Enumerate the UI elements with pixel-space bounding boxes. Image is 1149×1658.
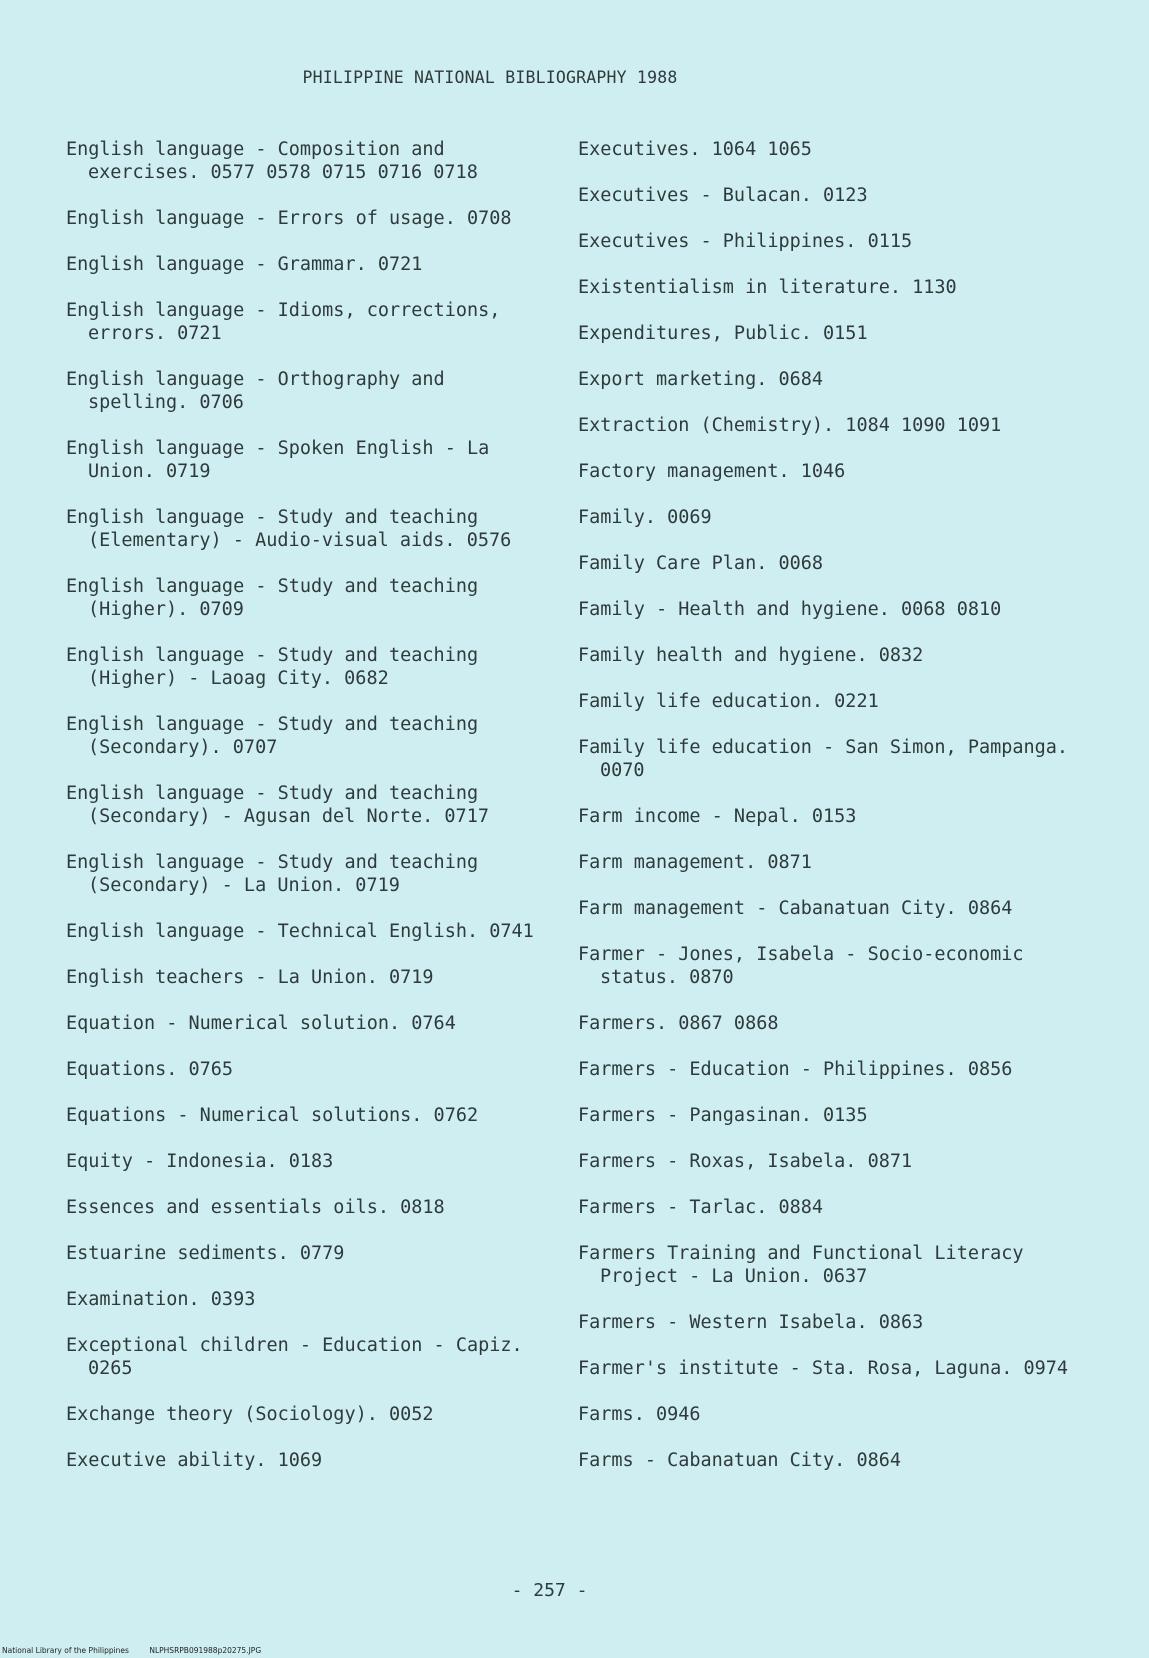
index-entry: Executive ability. 1069 bbox=[66, 1450, 323, 1471]
index-entry: Equations. 0765 bbox=[66, 1059, 234, 1080]
index-entry: English language - Composition and exercises. 0577 0578 0715 0716 0718 bbox=[66, 139, 478, 183]
index-entry: Equity - Indonesia. 0183 bbox=[66, 1151, 334, 1172]
index-entry: Family health and hygiene. 0832 bbox=[578, 645, 924, 666]
index-entry: Family. 0069 bbox=[578, 507, 712, 528]
index-entry: English language - Study and teaching (Secondary) - La Union. 0719 bbox=[66, 852, 479, 896]
page-number: - 257 - bbox=[511, 1580, 588, 1601]
index-entry: English language - Errors of usage. 0708 bbox=[66, 208, 512, 229]
index-entry: Farmer's institute - Sta. Rosa, Laguna. 0974 bbox=[578, 1358, 1069, 1379]
index-entry: Farmers - Roxas, Isabela. 0871 bbox=[578, 1151, 913, 1172]
index-entry: English language - Study and teaching (Secondary) - Agusan del Norte. 0717 bbox=[66, 783, 489, 827]
index-entry: Farm income - Nepal. 0153 bbox=[578, 806, 857, 827]
index-entry: Estuarine sediments. 0779 bbox=[66, 1243, 345, 1264]
index-entry: Farms - Cabanatuan City. 0864 bbox=[578, 1450, 902, 1471]
footer-file: NLPHSRPB091988p20275.JPG bbox=[149, 1646, 262, 1655]
footer-library: National Library of the Philippines bbox=[2, 1646, 129, 1655]
index-entry: Extraction (Chemistry). 1084 1090 1091 bbox=[578, 415, 1002, 436]
index-entry: English language - Study and teaching (Secondary). 0707 bbox=[66, 714, 479, 758]
index-entry: English language - Study and teaching (Higher). 0709 bbox=[66, 576, 479, 620]
index-entry: English teachers - La Union. 0719 bbox=[66, 967, 434, 988]
index-entry: Farmers - Tarlac. 0884 bbox=[578, 1197, 824, 1218]
index-entry: Equations - Numerical solutions. 0762 bbox=[66, 1105, 479, 1126]
index-entry: Executives - Philippines. 0115 bbox=[578, 231, 913, 252]
index-entry: English language - Spoken English - La Union. 0719 bbox=[66, 438, 490, 482]
index-entry: Family life education - San Simon, Pampanga. 0070 bbox=[578, 737, 1069, 781]
index-entry: Farmers Training and Functional Literacy Project - La Union. 0637 bbox=[578, 1243, 1024, 1287]
index-entry: Executives. 1064 1065 bbox=[578, 139, 812, 160]
left-column bbox=[66, 138, 536, 1495]
index-entry: Expenditures, Public. 0151 bbox=[578, 323, 868, 344]
index-entry: Farmers - Education - Philippines. 0856 bbox=[578, 1059, 1013, 1080]
index-entry: Farmers - Pangasinan. 0135 bbox=[578, 1105, 868, 1126]
index-entry: Equation - Numerical solution. 0764 bbox=[66, 1013, 456, 1034]
index-entry: Family - Health and hygiene. 0068 0810 bbox=[578, 599, 1002, 620]
scan-footer bbox=[2, 1646, 261, 1655]
index-entry: Existentialism in literature. 1130 bbox=[578, 277, 957, 298]
index-entry: Family life education. 0221 bbox=[578, 691, 879, 712]
index-entry: English language - Study and teaching (Elementary) - Audio-visual aids. 0576 bbox=[66, 507, 512, 551]
index-entry: Farmer - Jones, Isabela - Socio-economic status. 0870 bbox=[578, 944, 1024, 988]
page-title: PHILIPPINE NATIONAL BIBLIOGRAPHY 1988 bbox=[302, 68, 678, 87]
index-entry: English language - Idioms, corrections, errors. 0721 bbox=[66, 300, 501, 344]
index-entry: Farmers - Western Isabela. 0863 bbox=[578, 1312, 924, 1333]
index-entry: Executives - Bulacan. 0123 bbox=[578, 185, 868, 206]
index-entry: Essences and essentials oils. 0818 bbox=[66, 1197, 445, 1218]
index-entry: Farms. 0946 bbox=[578, 1404, 701, 1425]
index-entry: English language - Orthography and spelling. 0706 bbox=[66, 369, 445, 413]
index-entry: Farm management. 0871 bbox=[578, 852, 812, 873]
index-entry: Farmers. 0867 0868 bbox=[578, 1013, 779, 1034]
index-entry: Examination. 0393 bbox=[66, 1289, 256, 1310]
index-entry: Farm management - Cabanatuan City. 0864 bbox=[578, 898, 1013, 919]
index-entry: Export marketing. 0684 bbox=[578, 369, 824, 390]
index-entry: English language - Technical English. 0741 bbox=[66, 921, 534, 942]
right-column bbox=[578, 138, 1078, 1495]
index-entry: Family Care Plan. 0068 bbox=[578, 553, 824, 574]
index-entry: Exceptional children - Education - Capiz. 0265 bbox=[66, 1335, 523, 1379]
index-entry: English language - Study and teaching (Higher) - Laoag City. 0682 bbox=[66, 645, 479, 689]
index-entry: Factory management. 1046 bbox=[578, 461, 846, 482]
index-entry: Exchange theory (Sociology). 0052 bbox=[66, 1404, 434, 1425]
index-entry: English language - Grammar. 0721 bbox=[66, 254, 423, 275]
